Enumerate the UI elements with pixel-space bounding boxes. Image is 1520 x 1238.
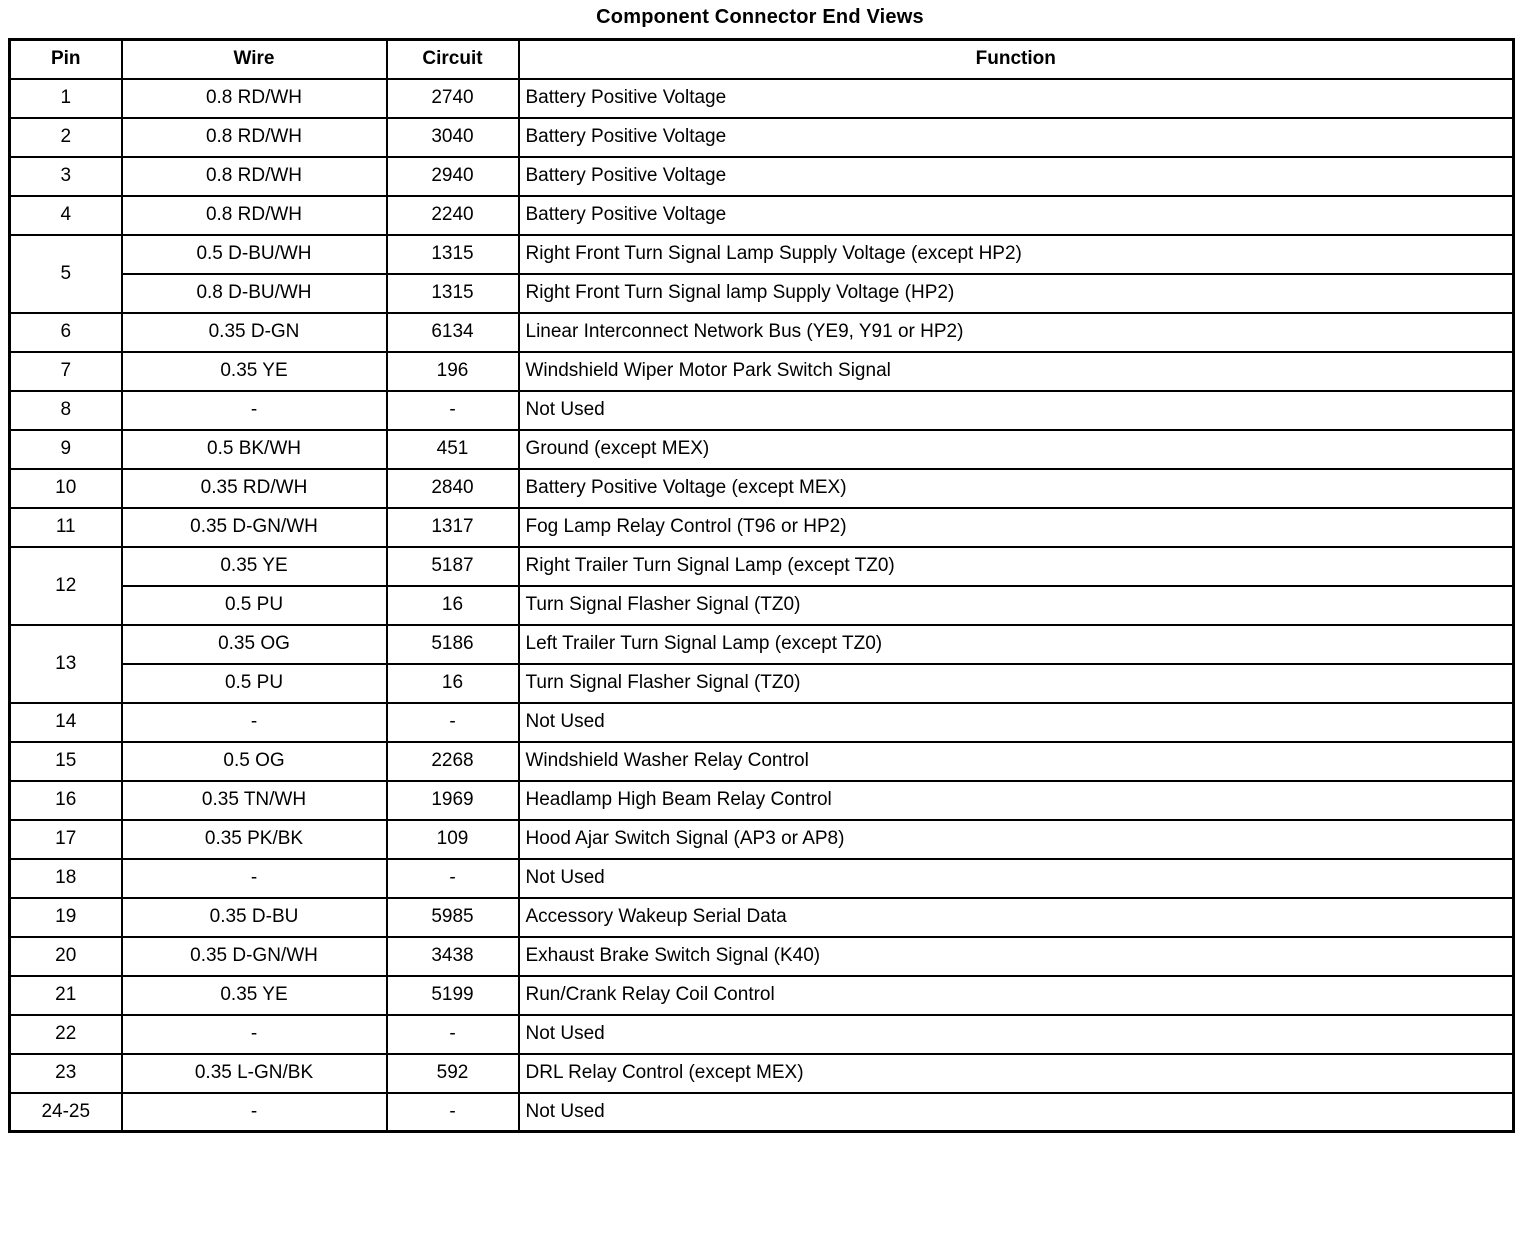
wire-cell: 0.5 D-BU/WH — [122, 235, 387, 274]
table-row — [10, 352, 1514, 391]
wire-cell: 0.35 D-GN/WH — [122, 508, 387, 547]
circuit-cell: - — [387, 703, 519, 742]
wire-cell: 0.8 RD/WH — [122, 196, 387, 235]
table-row — [10, 1015, 1514, 1054]
table-row — [10, 781, 1514, 820]
pin-cell: 11 — [10, 508, 122, 547]
circuit-cell: - — [387, 1093, 519, 1132]
circuit-cell: 5985 — [387, 898, 519, 937]
pin-cell: 16 — [10, 781, 122, 820]
function-cell: Accessory Wakeup Serial Data — [519, 898, 1514, 937]
wire-cell: 0.35 OG — [122, 625, 387, 664]
circuit-cell: 451 — [387, 430, 519, 469]
circuit-cell: 2740 — [387, 79, 519, 118]
pin-cell: 17 — [10, 820, 122, 859]
function-cell: Right Trailer Turn Signal Lamp (except TZ0) — [519, 547, 1514, 586]
pin-cell: 3 — [10, 157, 122, 196]
circuit-cell: 3040 — [387, 118, 519, 157]
pin-cell: 23 — [10, 1054, 122, 1093]
pin-cell: 6 — [10, 313, 122, 352]
col-header-wire: Wire — [122, 40, 387, 79]
function-cell: Fog Lamp Relay Control (T96 or HP2) — [519, 508, 1514, 547]
wire-cell: 0.35 PK/BK — [122, 820, 387, 859]
table-row — [10, 547, 1514, 586]
circuit-cell: 6134 — [387, 313, 519, 352]
table-row — [10, 430, 1514, 469]
function-cell: Not Used — [519, 1093, 1514, 1132]
function-cell: Right Front Turn Signal lamp Supply Voltage (HP2) — [519, 274, 1514, 313]
circuit-cell: 1315 — [387, 274, 519, 313]
table-row — [10, 391, 1514, 430]
circuit-cell: 592 — [387, 1054, 519, 1093]
wire-cell: 0.35 D-GN/WH — [122, 937, 387, 976]
pin-cell: 9 — [10, 430, 122, 469]
function-cell: Not Used — [519, 391, 1514, 430]
function-cell: Left Trailer Turn Signal Lamp (except TZ0) — [519, 625, 1514, 664]
table-body — [10, 79, 1514, 1132]
circuit-cell: 2268 — [387, 742, 519, 781]
function-cell: Turn Signal Flasher Signal (TZ0) — [519, 664, 1514, 703]
table-row — [10, 976, 1514, 1015]
function-cell: Run/Crank Relay Coil Control — [519, 976, 1514, 1015]
pinout-table — [8, 38, 1515, 1133]
table-row — [10, 1093, 1514, 1132]
circuit-cell: 5199 — [387, 976, 519, 1015]
page-title: Component Connector End Views — [596, 6, 924, 28]
function-cell: Battery Positive Voltage — [519, 196, 1514, 235]
pin-cell: 24-25 — [10, 1093, 122, 1132]
circuit-cell: 2240 — [387, 196, 519, 235]
pin-cell: 14 — [10, 703, 122, 742]
circuit-cell: 2840 — [387, 469, 519, 508]
circuit-cell: - — [387, 391, 519, 430]
wire-cell: 0.8 RD/WH — [122, 157, 387, 196]
pin-cell: 19 — [10, 898, 122, 937]
wire-cell: 0.35 YE — [122, 352, 387, 391]
function-cell: Battery Positive Voltage — [519, 118, 1514, 157]
col-header-pin: Pin — [10, 40, 122, 79]
circuit-cell: 2940 — [387, 157, 519, 196]
circuit-cell: 5187 — [387, 547, 519, 586]
pin-cell: 13 — [10, 625, 122, 703]
function-cell: Windshield Wiper Motor Park Switch Signal — [519, 352, 1514, 391]
table-row — [10, 157, 1514, 196]
table-row — [10, 313, 1514, 352]
function-cell: Right Front Turn Signal Lamp Supply Voltage (except HP2) — [519, 235, 1514, 274]
col-header-circuit: Circuit — [387, 40, 519, 79]
table-row — [10, 586, 1514, 625]
function-cell: Linear Interconnect Network Bus (YE9, Y91 or HP2) — [519, 313, 1514, 352]
pin-cell: 18 — [10, 859, 122, 898]
circuit-cell: 1969 — [387, 781, 519, 820]
table-row — [10, 625, 1514, 664]
function-cell: Not Used — [519, 859, 1514, 898]
circuit-cell: 5186 — [387, 625, 519, 664]
wire-cell: - — [122, 859, 387, 898]
function-cell: Ground (except MEX) — [519, 430, 1514, 469]
function-cell: Battery Positive Voltage — [519, 79, 1514, 118]
circuit-cell: 1317 — [387, 508, 519, 547]
function-cell: Not Used — [519, 703, 1514, 742]
circuit-cell: 3438 — [387, 937, 519, 976]
pin-cell: 2 — [10, 118, 122, 157]
wire-cell: - — [122, 391, 387, 430]
header-row — [10, 40, 1514, 79]
function-cell: Battery Positive Voltage (except MEX) — [519, 469, 1514, 508]
pin-cell: 10 — [10, 469, 122, 508]
pin-cell: 20 — [10, 937, 122, 976]
wire-cell: 0.8 RD/WH — [122, 79, 387, 118]
table-row — [10, 1054, 1514, 1093]
circuit-cell: - — [387, 1015, 519, 1054]
table-row — [10, 235, 1514, 274]
wire-cell: 0.35 TN/WH — [122, 781, 387, 820]
function-cell: Not Used — [519, 1015, 1514, 1054]
wire-cell: 0.5 PU — [122, 586, 387, 625]
function-cell: Turn Signal Flasher Signal (TZ0) — [519, 586, 1514, 625]
table-row — [10, 937, 1514, 976]
wire-cell: 0.35 YE — [122, 976, 387, 1015]
table-row — [10, 898, 1514, 937]
function-cell: Hood Ajar Switch Signal (AP3 or AP8) — [519, 820, 1514, 859]
table-row — [10, 859, 1514, 898]
table-row — [10, 274, 1514, 313]
wire-cell: 0.35 YE — [122, 547, 387, 586]
wire-cell: - — [122, 703, 387, 742]
table-row — [10, 196, 1514, 235]
table-row — [10, 118, 1514, 157]
pin-cell: 1 — [10, 79, 122, 118]
pin-cell: 4 — [10, 196, 122, 235]
table-row — [10, 79, 1514, 118]
wire-cell: - — [122, 1015, 387, 1054]
circuit-cell: - — [387, 859, 519, 898]
table-row — [10, 469, 1514, 508]
pin-cell: 15 — [10, 742, 122, 781]
wire-cell: 0.35 L-GN/BK — [122, 1054, 387, 1093]
pin-cell: 21 — [10, 976, 122, 1015]
table-row — [10, 508, 1514, 547]
wire-cell: 0.5 BK/WH — [122, 430, 387, 469]
pin-cell: 8 — [10, 391, 122, 430]
circuit-cell: 16 — [387, 586, 519, 625]
wire-cell: 0.35 D-BU — [122, 898, 387, 937]
table-row — [10, 664, 1514, 703]
table-row — [10, 703, 1514, 742]
function-cell: Battery Positive Voltage — [519, 157, 1514, 196]
wire-cell: 0.5 OG — [122, 742, 387, 781]
pin-cell: 7 — [10, 352, 122, 391]
pin-cell: 5 — [10, 235, 122, 313]
table-row — [10, 820, 1514, 859]
circuit-cell: 16 — [387, 664, 519, 703]
wire-cell: - — [122, 1093, 387, 1132]
function-cell: Headlamp High Beam Relay Control — [519, 781, 1514, 820]
function-cell: Windshield Washer Relay Control — [519, 742, 1514, 781]
wire-cell: 0.35 RD/WH — [122, 469, 387, 508]
wire-cell: 0.35 D-GN — [122, 313, 387, 352]
function-cell: Exhaust Brake Switch Signal (K40) — [519, 937, 1514, 976]
wire-cell: 0.5 PU — [122, 664, 387, 703]
circuit-cell: 196 — [387, 352, 519, 391]
wire-cell: 0.8 D-BU/WH — [122, 274, 387, 313]
circuit-cell: 109 — [387, 820, 519, 859]
circuit-cell: 1315 — [387, 235, 519, 274]
pin-cell: 22 — [10, 1015, 122, 1054]
table-row — [10, 742, 1514, 781]
wire-cell: 0.8 RD/WH — [122, 118, 387, 157]
pin-cell: 12 — [10, 547, 122, 625]
col-header-function: Function — [519, 40, 1514, 79]
function-cell: DRL Relay Control (except MEX) — [519, 1054, 1514, 1093]
